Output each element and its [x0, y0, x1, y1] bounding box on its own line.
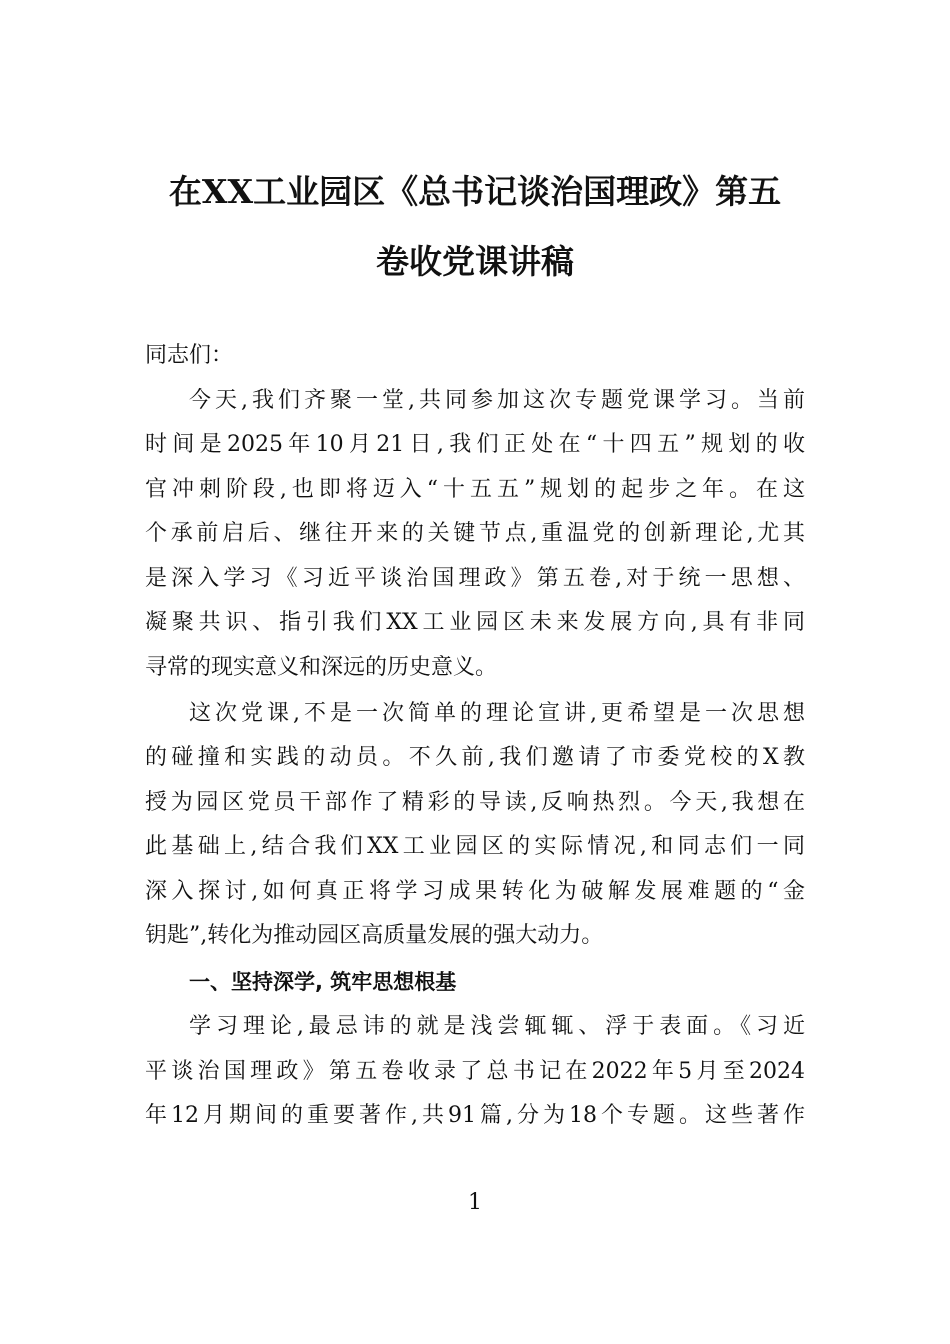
- title-line-2: 卷收党课讲稿: [376, 242, 574, 281]
- text-line: 的碰撞和实践的动员。不久前,我们邀请了市委党校的X教: [145, 745, 805, 770]
- text-line: 时间是2025年10月21日,我们正处在“十四五”规划的收: [145, 432, 805, 457]
- text-line: 深入探讨,如何真正将学习成果转化为破解发展难题的“金: [145, 879, 805, 904]
- text-line: 学习理论,最忌讳的就是浅尝辄辄、浮于表面。《习近: [189, 1014, 805, 1039]
- text-line: 寻常的现实意义和深远的历史意义。: [145, 655, 498, 680]
- text-line: 个承前启后、继往开来的关键节点,重温党的创新理论,尤其: [145, 521, 805, 546]
- text-line: 是深入学习《习近平谈治国理政》第五卷,对于统一思想、: [145, 566, 805, 591]
- section-heading: 一、坚持深学, 筑牢思想根基: [189, 970, 457, 994]
- text-line: 这次党课,不是一次简单的理论宣讲,更希望是一次思想: [189, 701, 805, 726]
- title-line-1: 在XX工业园区《总书记谈治国理政》第五: [168, 172, 782, 211]
- text-line: 此基础上,结合我们XX工业园区的实际情况,和同志们一同: [145, 834, 805, 859]
- page-number: 1: [468, 1190, 482, 1215]
- text-line: 今天,我们齐聚一堂,共同参加这次专题党课学习。当前: [189, 388, 805, 413]
- text-line: 授为园区党员干部作了精彩的导读,反响热烈。今天,我想在: [145, 790, 805, 815]
- text-line: 官冲刺阶段,也即将迈入“十五五”规划的起步之年。在这: [145, 477, 805, 502]
- salutation: 同志们：: [145, 343, 234, 368]
- text-line: 年12月期间的重要著作,共91篇,分为18个专题。这些著作: [145, 1103, 805, 1128]
- text-line: 凝聚共识、指引我们XX工业园区未来发展方向,具有非同: [145, 610, 805, 635]
- text-line: 平谈治国理政》第五卷收录了总书记在2022年5月至2024: [145, 1059, 805, 1084]
- text-line: 钥匙”,转化为推动园区高质量发展的强大动力。: [145, 923, 604, 948]
